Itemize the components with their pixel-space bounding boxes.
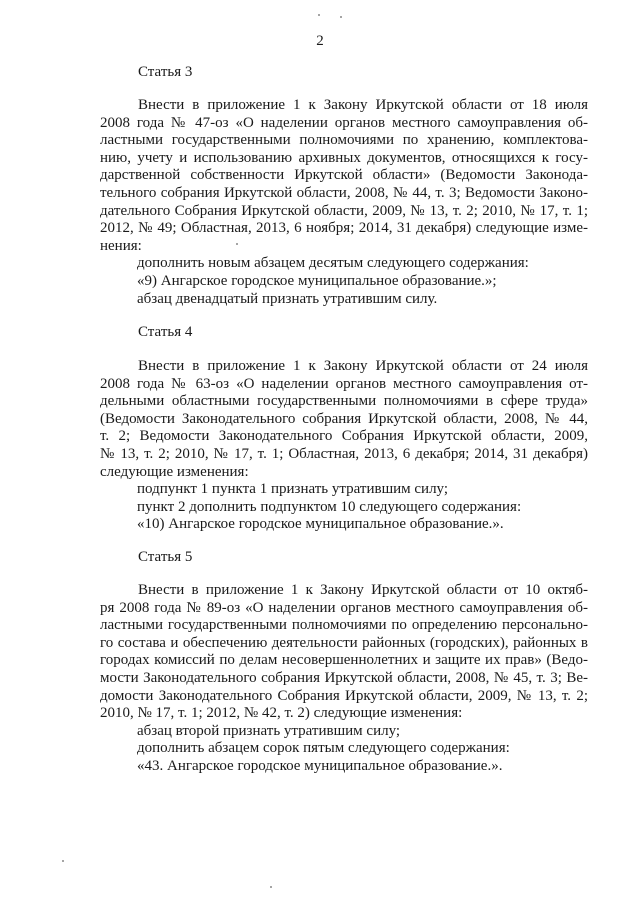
article-text-line: дарственной собственности Иркутской области» (Ведомости Законода- xyxy=(100,167,588,184)
scan-speck xyxy=(236,243,238,245)
article-5-heading: Статья 5 xyxy=(138,549,193,565)
article-text-line: дельными областными государственными полномочиями в сфере труда» xyxy=(100,393,588,410)
article-text-line: Внести в приложение 1 к Закону Иркутской области от 10 октяб- xyxy=(138,582,588,598)
article-3-paragraph xyxy=(100,97,588,308)
article-text-line: дательного Собрания Иркутской области, 2009, № 13, т. 2; 2010, № 17, т. 1; xyxy=(100,202,588,219)
amendment-item: «43. Ангарское городское муниципальное образование.». xyxy=(137,757,503,774)
article-text-line: го состава и обеспечению деятельности районных (городских), районных в xyxy=(100,634,588,651)
amendment-item: абзац второй признать утратившим силу; xyxy=(137,722,401,739)
article-text-line: ластными государственными полномочиями по хранению, комплектова- xyxy=(100,132,588,149)
article-4-heading: Статья 4 xyxy=(138,324,193,340)
article-text-line: 2012, № 49; Областная, 2013, 6 ноября; 2014, 31 декабря) следующие изме- xyxy=(100,220,588,237)
article-3-heading: Статья 3 xyxy=(138,64,193,80)
article-text-line: нию, учету и использованию архивных документов, относящихся к госу- xyxy=(100,149,588,166)
article-text-line: Внести в приложение 1 к Закону Иркутской области от 24 июля xyxy=(138,358,588,374)
article-text-line: № 13, т. 2; 2010, № 17, т. 1; Областная, 2013, 6 декабря; 2014, 31 декабря) xyxy=(100,445,588,462)
amendment-item: пункт 2 дополнить подпунктом 10 следующего содержания: xyxy=(137,498,522,515)
amendment-item: «10) Ангарское городское муниципальное образование.». xyxy=(137,516,504,533)
scan-speck xyxy=(340,16,342,18)
article-text-line: домости Законодательного Собрания Иркутской области, 2009, № 13, т. 2; xyxy=(100,687,588,704)
amendment-item: дополнить абзацем сорок пятым следующего содержания: xyxy=(137,740,510,757)
article-text-line: ластными государственными полномочиями по определению персонально- xyxy=(100,617,588,634)
article-text-line: городах комиссий по делам несовершеннолетних и защите их прав» (Ведо- xyxy=(100,652,588,669)
article-text-line: (Ведомости Законодательного собрания Иркутской области, 2008, № 44, xyxy=(100,410,588,427)
article-text-line: 2008 года № 47-оз «О наделении органов местного самоуправления об- xyxy=(100,114,588,131)
scan-speck xyxy=(270,886,272,888)
article-text-line: 2010, № 17, т. 1; 2012, № 42, т. 2) следующие изменения: xyxy=(100,705,463,722)
page-number: 2 xyxy=(316,33,324,49)
amendment-item: дополнить новым абзацем десятым следующего содержания: xyxy=(137,255,529,272)
article-text-line: тельного собрания Иркутской области, 2008, № 44, т. 3; Ведомости Законо- xyxy=(100,184,588,201)
amendment-item: абзац двенадцатый признать утратившим силу. xyxy=(137,290,438,307)
article-4-paragraph xyxy=(100,358,588,534)
article-text-line: т. 2; Ведомости Законодательного Собрания Иркутской области, 2009, xyxy=(100,428,588,445)
article-text-line: следующие изменения: xyxy=(100,463,249,480)
amendment-item: «9) Ангарское городское муниципальное образование.»; xyxy=(137,272,497,289)
article-5-paragraph xyxy=(100,582,588,776)
article-text-line: Внести в приложение 1 к Закону Иркутской области от 18 июля xyxy=(138,97,588,113)
article-text-line: мости Законодательного собрания Иркутской области, 2008, № 45, т. 3; Ве- xyxy=(100,669,588,686)
scan-speck xyxy=(318,14,320,16)
article-text-line: нения: xyxy=(100,237,142,254)
amendment-item: подпункт 1 пункта 1 признать утратившим силу; xyxy=(137,481,449,498)
scan-speck xyxy=(62,860,64,862)
article-text-line: 2008 года № 63-оз «О наделении органов местного самоуправления от- xyxy=(100,375,588,392)
article-text-line: ря 2008 года № 89-оз «О наделении органов местного самоуправления об- xyxy=(100,599,588,616)
